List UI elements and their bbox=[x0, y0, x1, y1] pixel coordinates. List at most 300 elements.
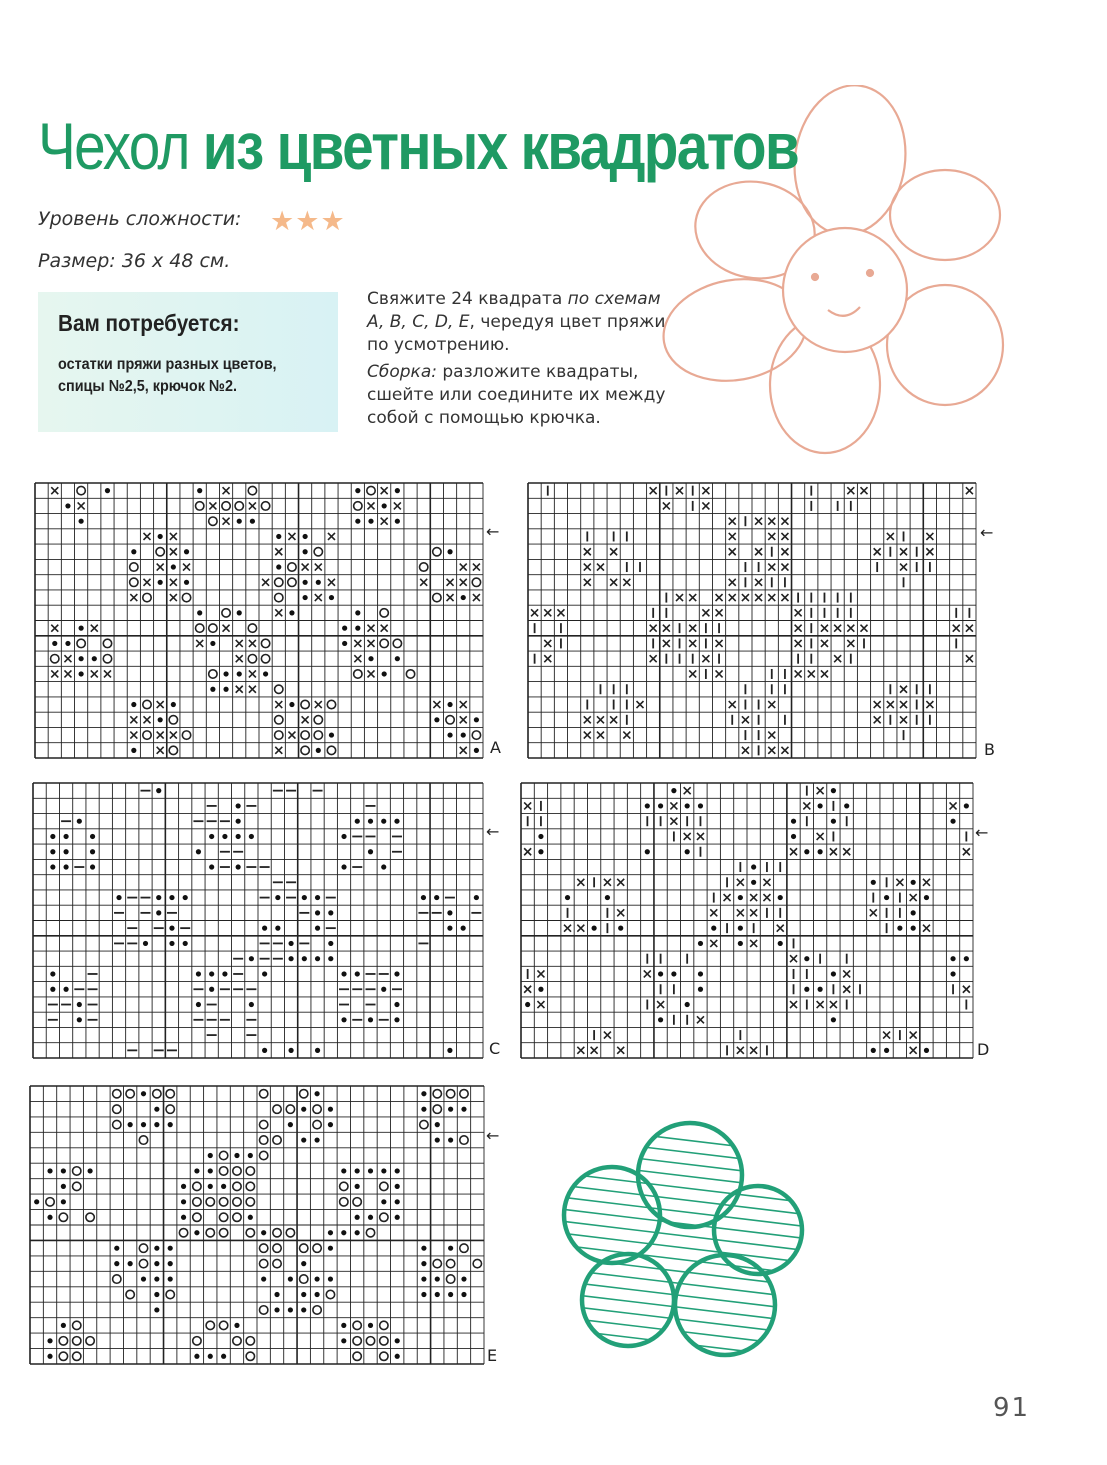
stitch-symbol-x bbox=[966, 625, 973, 632]
stitch-symbol-o bbox=[233, 1167, 241, 1175]
stitch-symbol-x bbox=[577, 1047, 584, 1054]
stitch-symbol-x bbox=[433, 701, 440, 708]
stitch-symbol-x bbox=[670, 818, 677, 825]
stitch-symbol-x bbox=[963, 848, 970, 855]
stitch-symbol-dot bbox=[61, 1199, 66, 1204]
stitch-symbol-dot bbox=[184, 580, 189, 585]
stitch-symbol-x bbox=[157, 747, 164, 754]
stitch-symbol-o bbox=[273, 1229, 281, 1237]
stitch-symbol-o bbox=[300, 1275, 308, 1283]
stitch-symbol-dot bbox=[328, 941, 333, 946]
stitch-symbol-x bbox=[157, 564, 164, 571]
stitch-symbol-dot bbox=[355, 626, 360, 631]
stitch-symbol-x bbox=[710, 909, 717, 916]
stitch-symbol-dot bbox=[303, 580, 308, 585]
stitch-symbol-x bbox=[830, 1001, 837, 1008]
stitch-symbol-dot bbox=[950, 971, 955, 976]
stitch-symbol-x bbox=[763, 894, 770, 901]
stitch-symbol-dot bbox=[751, 880, 756, 885]
stitch-symbol-dot bbox=[65, 641, 70, 646]
stitch-symbol-o bbox=[233, 1337, 241, 1345]
stitch-symbol-x bbox=[381, 487, 388, 494]
stitch-symbol-dot bbox=[168, 1246, 173, 1251]
stitch-symbol-o bbox=[206, 1321, 214, 1329]
stitch-symbol-dot bbox=[234, 1153, 239, 1158]
chart-grid-d bbox=[520, 782, 974, 1059]
stitch-symbol-o bbox=[166, 1290, 174, 1298]
stitch-symbol-x bbox=[51, 625, 58, 632]
stitch-symbol-dot bbox=[395, 656, 400, 661]
stitch-symbol-o bbox=[301, 746, 309, 754]
stitch-symbol-x bbox=[910, 894, 917, 901]
stitch-symbol-x bbox=[684, 833, 691, 840]
stitch-symbol-x bbox=[584, 716, 591, 723]
stitch-symbol-x bbox=[130, 716, 137, 723]
stitch-symbol-x bbox=[910, 1032, 917, 1039]
stitch-symbol-o bbox=[313, 1244, 321, 1252]
stitch-symbol-dot bbox=[592, 926, 597, 931]
stitch-symbol-dot bbox=[183, 895, 188, 900]
stitch-symbol-x bbox=[861, 625, 868, 632]
stitch-symbol-o bbox=[259, 1259, 267, 1267]
stitch-symbol-dot bbox=[154, 1307, 159, 1312]
stitch-symbol-x bbox=[650, 625, 657, 632]
stitch-symbol-dot bbox=[63, 849, 68, 854]
stitch-symbol-dot bbox=[924, 1048, 929, 1053]
stitch-symbol-o bbox=[246, 1337, 254, 1345]
row-arrow-icon: ← bbox=[975, 823, 989, 842]
stitch-symbol-x bbox=[249, 686, 256, 693]
stitch-symbol-dot bbox=[77, 819, 82, 824]
stitch-symbol-x bbox=[368, 670, 375, 677]
stitch-symbol-x bbox=[564, 925, 571, 932]
stitch-symbol-x bbox=[926, 701, 933, 708]
stitch-symbol-x bbox=[196, 640, 203, 647]
stitch-symbol-dot bbox=[249, 1002, 254, 1007]
stitch-symbol-dot bbox=[65, 503, 70, 508]
stitch-symbol-o bbox=[259, 1244, 267, 1252]
stitch-symbol-dot bbox=[249, 834, 254, 839]
stitch-symbol-x bbox=[524, 848, 531, 855]
stitch-symbol-x bbox=[91, 625, 98, 632]
stitch-symbol-o bbox=[143, 700, 151, 708]
stitch-symbol-o bbox=[77, 639, 85, 647]
stitch-symbol-dot bbox=[328, 1230, 333, 1235]
stitch-symbol-dot bbox=[248, 1215, 253, 1220]
stitch-symbol-dot bbox=[262, 971, 267, 976]
stitch-symbol-x bbox=[847, 487, 854, 494]
stitch-symbol-x bbox=[302, 564, 309, 571]
stitch-symbol-x bbox=[368, 640, 375, 647]
stitch-symbol-o bbox=[446, 1275, 454, 1283]
chart-label-c: C bbox=[489, 1039, 501, 1058]
chart-grid-e bbox=[29, 1085, 485, 1365]
stitch-symbol-dot bbox=[355, 610, 360, 615]
stitch-symbol-o bbox=[353, 1337, 361, 1345]
stitch-symbol-dot bbox=[221, 1184, 226, 1189]
stitch-symbol-dot bbox=[61, 1323, 66, 1328]
chart-label-b: B bbox=[984, 740, 995, 759]
stitch-symbol-dot bbox=[355, 971, 360, 976]
instructions bbox=[367, 288, 677, 434]
stitch-symbol-dot bbox=[158, 717, 163, 722]
stitch-symbol-dot bbox=[818, 987, 823, 992]
stitch-symbol-x bbox=[604, 1032, 611, 1039]
stitch-symbol-o bbox=[473, 1259, 481, 1267]
stitch-symbol-x bbox=[328, 579, 335, 586]
stitch-symbol-x bbox=[144, 579, 151, 586]
stitch-symbol-dot bbox=[435, 1276, 440, 1281]
stitch-symbol-x bbox=[716, 594, 723, 601]
stitch-symbol-o bbox=[193, 1198, 201, 1206]
stitch-symbol-x bbox=[544, 609, 551, 616]
stitch-symbol-dot bbox=[288, 1122, 293, 1127]
stitch-symbol-dot bbox=[368, 849, 373, 854]
stitch-symbol-x bbox=[689, 640, 696, 647]
stitch-symbol-x bbox=[900, 701, 907, 708]
stitch-symbol-x bbox=[262, 579, 269, 586]
stitch-symbol-x bbox=[821, 625, 828, 632]
striped-flower-illustration bbox=[560, 1120, 810, 1360]
stitch-symbol-dot bbox=[50, 864, 55, 869]
stitch-symbol-dot bbox=[341, 1017, 346, 1022]
stitch-symbol-x bbox=[874, 701, 881, 708]
stitch-symbol-o bbox=[340, 1182, 348, 1190]
star-icon: ★ bbox=[320, 206, 345, 237]
stitch-symbol-x bbox=[473, 594, 480, 601]
stitch-symbol-o bbox=[196, 624, 204, 632]
stitch-symbol-x bbox=[584, 548, 591, 555]
chart-d bbox=[520, 782, 974, 1059]
stitch-symbol-dot bbox=[474, 717, 479, 722]
stitch-symbol-x bbox=[781, 594, 788, 601]
stitch-symbol-dot bbox=[316, 580, 321, 585]
stitch-symbol-x bbox=[729, 594, 736, 601]
stitch-symbol-dot bbox=[447, 549, 452, 554]
stitch-symbol-dot bbox=[685, 803, 690, 808]
stitch-symbol-dot bbox=[197, 610, 202, 615]
stitch-symbol-dot bbox=[381, 987, 386, 992]
stitch-symbol-dot bbox=[315, 926, 320, 931]
stitch-symbol-o bbox=[222, 502, 230, 510]
stitch-symbol-o bbox=[275, 731, 283, 739]
stitch-symbol-o bbox=[275, 578, 283, 586]
stitch-symbol-x bbox=[183, 564, 190, 571]
stitch-symbol-dot bbox=[77, 1002, 82, 1007]
stitch-symbol-o bbox=[139, 1244, 147, 1252]
stitch-symbol-x bbox=[883, 1032, 890, 1039]
stitch-symbol-x bbox=[874, 716, 881, 723]
stitch-symbol-o bbox=[246, 1182, 254, 1190]
stitch-symbol-dot bbox=[645, 803, 650, 808]
stitch-symbol-dot bbox=[250, 519, 255, 524]
stitch-symbol-o bbox=[246, 1198, 254, 1206]
stitch-symbol-dot bbox=[79, 519, 84, 524]
stitch-symbol-dot bbox=[141, 1091, 146, 1096]
chart-grid-b bbox=[527, 482, 977, 759]
chart-e bbox=[29, 1085, 485, 1365]
stitch-symbol-dot bbox=[844, 803, 849, 808]
stitch-symbol-dot bbox=[911, 880, 916, 885]
stitch-symbol-o bbox=[130, 578, 138, 586]
stitch-symbol-o bbox=[301, 731, 309, 739]
stitch-symbol-o bbox=[143, 593, 151, 601]
stitch-symbol-dot bbox=[447, 702, 452, 707]
stitch-symbol-o bbox=[313, 1120, 321, 1128]
stitch-symbol-x bbox=[768, 594, 775, 601]
stitch-symbol-x bbox=[803, 802, 810, 809]
stitch-symbol-x bbox=[354, 655, 361, 662]
stitch-symbol-dot bbox=[181, 1199, 186, 1204]
stitch-symbol-o bbox=[446, 716, 454, 724]
stitch-symbol-dot bbox=[421, 1261, 426, 1266]
stitch-symbol-dot bbox=[751, 864, 756, 869]
stitch-symbol-dot bbox=[181, 1184, 186, 1189]
stitch-symbol-x bbox=[750, 940, 757, 947]
stitch-symbol-x bbox=[676, 487, 683, 494]
stitch-symbol-dot bbox=[950, 956, 955, 961]
materials-heading: Вам потребуется: bbox=[58, 310, 240, 336]
stitch-symbol-x bbox=[236, 686, 243, 693]
stitch-symbol-dot bbox=[645, 849, 650, 854]
stitch-symbol-x bbox=[170, 579, 177, 586]
stitch-symbol-o bbox=[354, 670, 362, 678]
stitch-symbol-dot bbox=[355, 819, 360, 824]
stitch-symbol-o bbox=[139, 1259, 147, 1267]
stitch-symbol-dot bbox=[911, 910, 916, 915]
stitch-symbol-dot bbox=[263, 671, 268, 676]
stitch-symbol-o bbox=[259, 1136, 267, 1144]
stitch-symbol-dot bbox=[355, 1215, 360, 1220]
stitch-symbol-dot bbox=[79, 626, 84, 631]
stitch-symbol-dot bbox=[658, 971, 663, 976]
instructions-assembly: Сборка: разложите квадраты, сшейте или соедините их между собой с помощью крючка. bbox=[367, 362, 666, 428]
stitch-symbol-dot bbox=[47, 1338, 52, 1343]
stitch-symbol-dot bbox=[208, 1168, 213, 1173]
stitch-symbol-o bbox=[327, 700, 335, 708]
stitch-symbol-dot bbox=[447, 926, 452, 931]
stitch-symbol-dot bbox=[342, 641, 347, 646]
stitch-symbol-dot bbox=[63, 834, 68, 839]
stitch-symbol-dot bbox=[382, 671, 387, 676]
stitch-symbol-x bbox=[689, 625, 696, 632]
stitch-symbol-dot bbox=[394, 1002, 399, 1007]
stitch-symbol-dot bbox=[341, 864, 346, 869]
stitch-symbol-dot bbox=[368, 1215, 373, 1220]
stitch-symbol-x bbox=[91, 670, 98, 677]
stitch-symbol-x bbox=[524, 986, 531, 993]
stitch-symbol-dot bbox=[791, 834, 796, 839]
stitch-symbol-dot bbox=[114, 1261, 119, 1266]
stitch-symbol-x bbox=[742, 747, 749, 754]
stitch-symbol-x bbox=[130, 594, 137, 601]
stitch-symbol-dot bbox=[303, 549, 308, 554]
stitch-symbol-x bbox=[577, 879, 584, 886]
stitch-symbol-dot bbox=[435, 1292, 440, 1297]
stitch-symbol-dot bbox=[47, 1168, 52, 1173]
stitch-symbol-dot bbox=[831, 971, 836, 976]
stitch-symbol-x bbox=[781, 564, 788, 571]
stitch-symbol-o bbox=[193, 1337, 201, 1345]
stitch-symbol-o bbox=[182, 731, 190, 739]
stitch-symbol-dot bbox=[368, 656, 373, 661]
stitch-symbol-x bbox=[729, 548, 736, 555]
stitch-symbol-o bbox=[286, 1105, 294, 1113]
stitch-symbol-x bbox=[328, 533, 335, 540]
stitch-symbol-o bbox=[219, 1167, 227, 1175]
stitch-symbol-dot bbox=[368, 519, 373, 524]
stitch-symbol-x bbox=[64, 670, 71, 677]
stitch-symbol-x bbox=[716, 640, 723, 647]
stitch-symbol-dot bbox=[105, 488, 110, 493]
stitch-symbol-dot bbox=[395, 1199, 400, 1204]
stitch-symbol-o bbox=[233, 1198, 241, 1206]
stitch-symbol-o bbox=[248, 624, 256, 632]
stitch-symbol-x bbox=[900, 686, 907, 693]
stitch-symbol-dot bbox=[302, 895, 307, 900]
stitch-symbol-dot bbox=[315, 895, 320, 900]
stitch-symbol-o bbox=[222, 609, 230, 617]
stitch-symbol-o bbox=[472, 578, 480, 586]
stitch-symbol-o bbox=[273, 1259, 281, 1267]
stitch-symbol-o bbox=[73, 1337, 81, 1345]
stitch-symbol-o bbox=[460, 1244, 468, 1252]
stitch-symbol-x bbox=[51, 487, 58, 494]
stitch-symbol-dot bbox=[288, 941, 293, 946]
stitch-symbol-dot bbox=[461, 1107, 466, 1112]
stitch-symbol-dot bbox=[448, 1246, 453, 1251]
stitch-symbol-o bbox=[219, 1321, 227, 1329]
stitch-symbol-dot bbox=[461, 926, 466, 931]
stitch-symbol-o bbox=[246, 1229, 254, 1237]
stitch-symbol-o bbox=[113, 1105, 121, 1113]
stitch-symbol-x bbox=[755, 548, 762, 555]
stitch-symbol-x bbox=[843, 848, 850, 855]
stitch-symbol-dot bbox=[141, 1122, 146, 1127]
stitch-symbol-dot bbox=[236, 864, 241, 869]
stitch-symbol-o bbox=[273, 1105, 281, 1113]
stitch-symbol-dot bbox=[90, 849, 95, 854]
stitch-symbol-x bbox=[473, 564, 480, 571]
stitch-symbol-o bbox=[246, 1352, 254, 1360]
stitch-symbol-dot bbox=[249, 956, 254, 961]
stitch-symbol-o bbox=[380, 1352, 388, 1360]
stitch-symbol-x bbox=[460, 564, 467, 571]
stitch-symbol-o bbox=[433, 1259, 441, 1267]
stitch-symbol-dot bbox=[92, 656, 97, 661]
stitch-symbol-x bbox=[368, 502, 375, 509]
stitch-symbol-dot bbox=[395, 1215, 400, 1220]
stitch-symbol-dot bbox=[222, 971, 227, 976]
stitch-symbol-x bbox=[236, 655, 243, 662]
stitch-symbol-x bbox=[275, 701, 282, 708]
stitch-symbol-dot bbox=[141, 1276, 146, 1281]
stitch-symbol-o bbox=[51, 654, 59, 662]
stitch-symbol-x bbox=[623, 732, 630, 739]
stitch-symbol-o bbox=[153, 1090, 161, 1098]
stitch-symbol-x bbox=[750, 894, 757, 901]
stitch-symbol-o bbox=[209, 624, 217, 632]
stitch-symbol-dot bbox=[209, 864, 214, 869]
stitch-symbol-o bbox=[366, 1337, 374, 1345]
stitch-symbol-x bbox=[249, 670, 256, 677]
stitch-symbol-dot bbox=[341, 834, 346, 839]
star-icon: ★ bbox=[270, 206, 295, 237]
stitch-symbol-o bbox=[86, 1337, 94, 1345]
stitch-symbol-dot bbox=[831, 1017, 836, 1022]
stitch-symbol-x bbox=[623, 579, 630, 586]
stitch-symbol-x bbox=[795, 625, 802, 632]
stitch-symbol-dot bbox=[671, 788, 676, 793]
stitch-symbol-x bbox=[923, 925, 930, 932]
stitch-symbol-x bbox=[702, 609, 709, 616]
stitch-symbol-x bbox=[130, 732, 137, 739]
stitch-symbol-dot bbox=[50, 849, 55, 854]
stitch-symbol-o bbox=[233, 1213, 241, 1221]
page-title bbox=[38, 108, 798, 184]
stitch-symbol-o bbox=[380, 639, 388, 647]
stitch-symbol-dot bbox=[288, 956, 293, 961]
stitch-symbol-o bbox=[59, 1352, 67, 1360]
row-arrow-icon: ← bbox=[486, 1126, 500, 1145]
stitch-symbol-x bbox=[236, 640, 243, 647]
stitch-symbol-x bbox=[64, 655, 71, 662]
stitch-symbol-dot bbox=[698, 987, 703, 992]
stitch-symbol-x bbox=[604, 879, 611, 886]
stitch-symbol-x bbox=[755, 518, 762, 525]
stitch-symbol-dot bbox=[618, 926, 623, 931]
stitch-symbol-x bbox=[966, 655, 973, 662]
stitch-symbol-x bbox=[790, 848, 797, 855]
stitch-symbol-dot bbox=[394, 819, 399, 824]
stitch-symbol-o bbox=[313, 1306, 321, 1314]
stitch-symbol-o bbox=[219, 1213, 227, 1221]
stitch-symbol-dot bbox=[154, 1276, 159, 1281]
stitch-symbol-dot bbox=[223, 687, 228, 692]
stitch-symbol-x bbox=[847, 640, 854, 647]
stitch-symbol-dot bbox=[194, 1230, 199, 1235]
stitch-symbol-o bbox=[340, 1198, 348, 1206]
stitch-symbol-dot bbox=[342, 626, 347, 631]
stitch-symbol-x bbox=[275, 747, 282, 754]
stitch-symbol-x bbox=[710, 940, 717, 947]
stitch-symbol-dot bbox=[63, 987, 68, 992]
stitch-symbol-o bbox=[209, 670, 217, 678]
difficulty-label: Уровень сложности: bbox=[38, 208, 242, 230]
row-arrow-icon: ← bbox=[486, 522, 500, 541]
stitch-symbol-x bbox=[650, 655, 657, 662]
stitch-symbol-dot bbox=[368, 1017, 373, 1022]
stitch-symbol-o bbox=[288, 563, 296, 571]
stitch-symbol-o bbox=[206, 1229, 214, 1237]
stitch-symbol-o bbox=[209, 517, 217, 525]
stitch-symbol-x bbox=[900, 564, 907, 571]
stitch-symbol-dot bbox=[394, 971, 399, 976]
stitch-symbol-dot bbox=[328, 1246, 333, 1251]
stitch-symbol-dot bbox=[421, 1276, 426, 1281]
stitch-symbol-dot bbox=[169, 895, 174, 900]
stitch-symbol-x bbox=[644, 970, 651, 977]
stitch-symbol-x bbox=[900, 716, 907, 723]
stitch-symbol-o bbox=[380, 1321, 388, 1329]
stitch-symbol-dot bbox=[131, 702, 136, 707]
stitch-symbol-dot bbox=[47, 1215, 52, 1220]
stitch-symbol-dot bbox=[184, 549, 189, 554]
stitch-symbol-o bbox=[420, 563, 428, 571]
stitch-symbol-o bbox=[433, 593, 441, 601]
stitch-symbol-dot bbox=[447, 1048, 452, 1053]
stitch-symbol-dot bbox=[897, 926, 902, 931]
